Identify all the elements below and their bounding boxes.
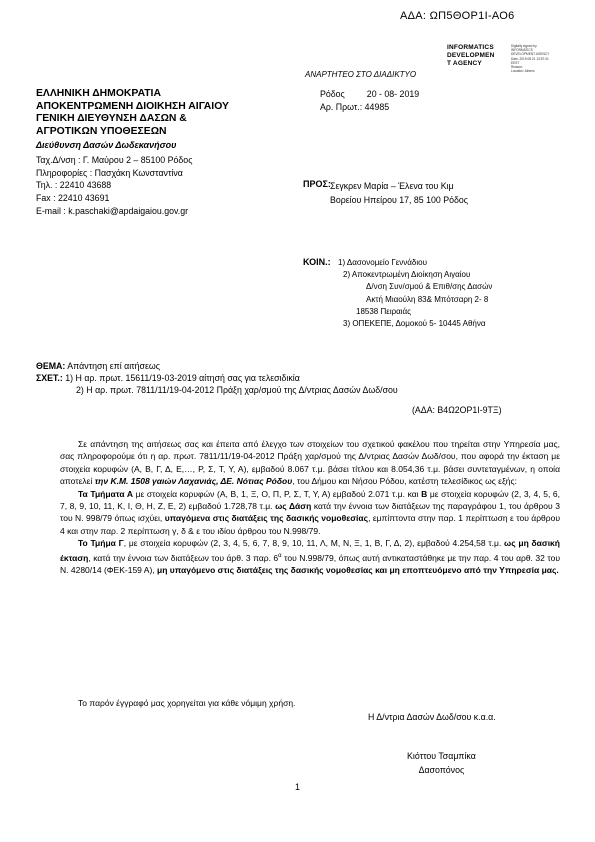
signatory-role: Η Δ/ντρια Δασών Δωδ/σου κ.α.α.: [368, 712, 496, 722]
contact-email: E-mail : k.paschaki@apdaigaiou.gov.gr: [36, 205, 189, 216]
subject-label: ΘΕΜΑ:: [36, 361, 66, 371]
posting-note: ΑΝΑΡΤΗΤΕΟ ΣΤΟ ΔΙΑΔΙΚΤΥΟ: [305, 70, 417, 79]
contact-block: [36, 154, 192, 218]
sig-note-line: Date: 2019.08.21 13:57:31: [511, 56, 549, 61]
text-run: , με στοιχεία κορυφών (2, 3, 4, 5, 6, 7, 8, 9, 10, 11, Λ, Μ, Ν, Ξ, 1, Β, Γ, Δ, 2), εμβαδού 4.254,58 τ.μ.: [123, 538, 505, 549]
cc-line: 3) ΟΠΕΚΕΠΕ, Δομοκού 5- 10445 Αθήνα: [343, 319, 486, 329]
superscript: α: [278, 552, 282, 559]
text-run: κατά την έννοια των διατάξεων της παραγράφου 1, του άρθρου 3 του Ν. 998/79 όπως ισχύει,: [60, 501, 560, 524]
issuer-line: ΑΓΡΟΤΙΚΩΝ ΥΠΟΘΕΣΕΩΝ: [36, 125, 167, 137]
cc-block: [338, 257, 492, 330]
recipient-line: Βορείου Ηπείρου 17, 85 100 Ρόδος: [330, 195, 469, 205]
cc-line: 2) Αποκεντρωμένη Διοίκηση Αιγαίου: [343, 270, 471, 280]
signatory-block: [407, 750, 476, 777]
subject-text: Απάντηση επί αιτήσεως: [67, 361, 160, 371]
digital-signature-note: [511, 44, 549, 73]
text-run-bold: Το Τμήμα Γ: [78, 538, 124, 549]
issuer-line: ΕΛΛΗΝΙΚΗ ΔΗΜΟΚΡΑΤΙΑ: [36, 88, 161, 99]
reference-label: ΣΧΕΤ.:: [36, 373, 63, 383]
closing-sentence: Το παρόν έγγραφό μας χορηγείται για κάθε νόμιμη χρήση.: [78, 698, 296, 708]
date: 20 - 08- 2019: [366, 89, 420, 99]
text-run: , κατά την έννοια των διατάξεων του άρθ. 3 παρ. 6: [88, 552, 279, 563]
text-run: με στοιχεία κορυφών (Α, Β, 1, Ξ, Ο, Π, Ρ, Σ, Τ, Υ, Α) εμβαδού 2.071 τ.μ. και: [133, 488, 422, 499]
text-run: , του Δήμου και Νήσου Ρόδου, κατέστη τελεσίδικος ως εξής:: [292, 476, 517, 487]
recipient-label: ΠΡΟΣ:: [303, 179, 331, 189]
recipient-block: [330, 179, 468, 207]
sig-note-line: EEST: [511, 60, 520, 65]
text-run-bold: Β: [421, 488, 428, 499]
text-run-bold: μη υπαγόμενο στις διατάξεις της δασικής νομοθεσίας και μη επoπτευόμενο από την Υπηρεσία μας.: [157, 564, 559, 575]
reference-2: 2) Η αρ. πρωτ. 7811/11/19-04-2012 Πράξη χαρ/σμού της Δ/ντριας Δασών Δωδ/σου: [76, 385, 398, 395]
text-run-bold: ως μη δασική έκταση: [60, 538, 560, 563]
body-text: [60, 438, 560, 576]
sig-note-line: Location: Athens: [511, 69, 535, 74]
text-run-bold: ως Δάση: [275, 501, 312, 512]
contact-fax: Fax : 22410 43691: [36, 193, 110, 204]
cc-line: Δ/νση Συν/σμού & Επιθ/σης Δασών: [366, 282, 493, 292]
text-run-bold: την Κ.Μ. 1508 γαιών Λαχανιάς, ΔΕ. Νότιας Ρόδου: [94, 476, 293, 487]
place: Ρόδος: [320, 89, 345, 99]
paragraph-3: [60, 537, 560, 576]
text-run: , εμπίπτοντα στην παρ. 1 περίπτωση ε του άρθρου 4 και στην παρ. 2 περίπτωση γ, δ & ε του ιδίου άρθρου του Ν.998/79.: [60, 513, 560, 536]
logo-text-2: DEVELOPMEN: [447, 52, 495, 59]
paragraph-1: [60, 438, 560, 488]
reference-ada: (ΑΔΑ: Β4Ω2ΟΡ1Ι-9ΤΞ): [412, 405, 502, 415]
sig-note-line: INFORMATICS: [511, 48, 533, 53]
cc-label: ΚΟΙΝ.:: [303, 257, 331, 267]
sig-note-line: Reason:: [511, 65, 523, 70]
cc-line: 1) Δασονομείο Γεννάδιου: [338, 258, 427, 267]
issuer-block: [36, 88, 229, 138]
issuer-line: ΑΠΟΚΕΝΤΡΩΜΕΝΗ ΔΙΟΙΚΗΣΗ ΑΙΓΑΙΟΥ: [36, 100, 229, 112]
protocol-number: Αρ. Πρωτ.: 44985: [320, 101, 390, 112]
contact-phone: Τηλ. : 22410 43688: [36, 180, 112, 191]
text-run-bold: Τα Τμήματα Α: [78, 488, 133, 499]
subject-block: [36, 360, 398, 396]
sig-note-line: DEVELOPMENT AGENCY: [511, 52, 550, 57]
sig-note-line: Digitally signed by: [511, 44, 537, 48]
logo-text-3: T AGENCY: [447, 60, 482, 67]
cc-line: 18538 Πειραιάς: [356, 306, 412, 316]
text-run-bold: υπαγόμενα στις διατάξεις της δασικής νομοθεσίας: [164, 513, 369, 524]
reference-1: 1) Η αρ. πρωτ. 15611/19-03-2019 αίτησή σας για τελεσιδικία: [65, 373, 300, 383]
text-run: του Ν.998/79, όπως αυτή αντικαταστάθηκε με την παρ. 4 του αρθ. 32 του Ν. 4280/14 (ΦΕΚ-159 Α),: [60, 552, 560, 575]
ada-code-top: ΑΔΑ: ΩΠ5ΘΟΡ1Ι-ΑΟ6: [400, 10, 515, 22]
cc-line: Ακτή Μιαούλη 83& Μπότσαρη 2- 8: [366, 294, 489, 304]
contact-address: Ταχ.Δ/νση : Γ. Μαύρου 2 – 85100 Ρόδος: [36, 155, 193, 165]
page-number: 1: [295, 782, 301, 792]
text-run: με στοιχεία κορυφών (2, 3, 4, 5, 6, 7, 8, 9, 10, 11, Κ, Ι, Θ, Η, Ζ, Ε, 2) εμβαδού 1.728,78 τ.μ.: [60, 488, 560, 512]
contact-info: Πληροφορίες : Πασχάκη Κωνσταντίνα: [36, 167, 183, 178]
directorate-name: Διεύθυνση Δασών Δωδεκανήσου: [36, 140, 177, 150]
signatory-title: Δασοπόνος: [418, 764, 465, 775]
issuer-line: ΓΕΝΙΚΗ ΔΙΕΥΘΥΝΣΗ ΔΑΣΩΝ &: [36, 113, 187, 125]
recipient-line: Σεγκρεν Μαρία – Έλενα του Κιμ: [330, 181, 454, 191]
place-date-block: [320, 88, 419, 113]
paragraph-2: [60, 488, 560, 538]
text-run: Σε απάντηση της αιτήσεως σας και έπειτα από έλεγχο των στοιχείων του σχετικού φακέλου που τηρείται στην Υπηρεσία μας, σας πληροφορούμε ότι η αρ. πρωτ. 7811/11/19-04-2012 Πράξη χαρ/σμού της Δ/ντριας Δασών Δωδ/σου, που αφορά την έκταση με στοιχεία κορυφών (Α, Β, Γ, Δ, Ε,…, Ρ, Σ, Τ, Υ, Α), εμβαδού 8.067 τ.μ. βάσει τίτλου και 8.054,36 τ.μ. βάσει συντεταγμένων, η οποία αποτελεί: [60, 439, 560, 487]
logo-text-1: INFORMATICS: [447, 44, 494, 51]
informatics-agency-signature-logo: [447, 44, 567, 76]
signatory-name: Κιόττου Τσαμπίκα: [407, 751, 476, 761]
